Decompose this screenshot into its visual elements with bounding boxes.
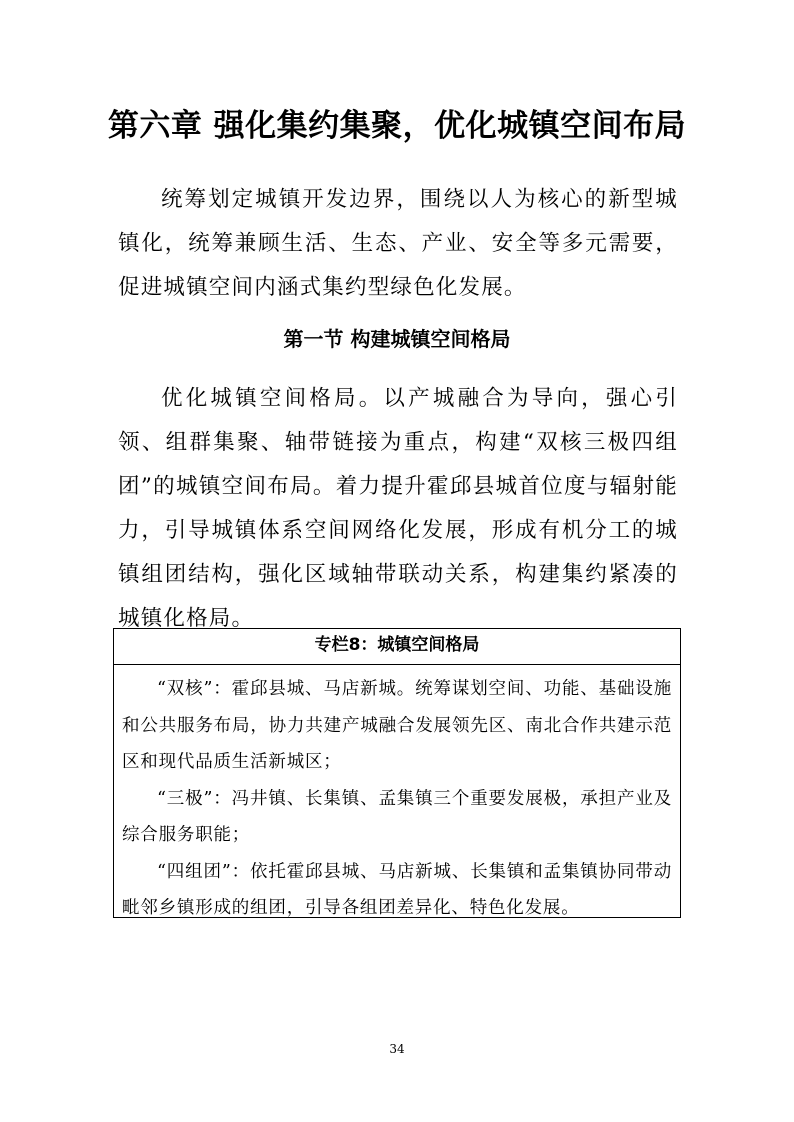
feature-box-item-four-clusters: “四组团”：依托霍邱县城、马店新城、长集镇和孟集镇协同带动毗邻乡镇形成的组团，引导各组团差异化、特色化发展。	[122, 861, 672, 918]
feature-box	[113, 628, 681, 918]
feature-box-body	[114, 665, 680, 927]
chapter-title: 第六章 强化集约集聚，优化城镇空间布局	[107, 108, 687, 144]
chapter-intro-paragraph: 统筹划定城镇开发边界，围绕以人为核心的新型城镇化，统筹兼顾生活、生态、产业、安全等多元需要，促进城镇空间内涵式集约型绿色化发展。	[118, 187, 678, 300]
section-title: 第一节 构建城镇空间格局	[283, 327, 511, 351]
section-paragraph: 优化城镇空间格局。以产城融合为导向，强心引领、组群集聚、轴带链接为重点，构建“双核三极四组团”的城镇空间布局。着力提升霍邱县城首位度与辐射能力，引导城镇体系空间网络化发展，形成有机分工的城镇组团结构，强化区域轴带联动关系，构建集约紧凑的城镇化格局。	[118, 386, 678, 631]
feature-box-title: 专栏8：城镇空间格局	[114, 629, 680, 665]
page-number: 34	[389, 1042, 405, 1056]
feature-box-item-three-poles: “三极”：冯井镇、长集镇、孟集镇三个重要发展极，承担产业及综合服务职能；	[122, 788, 672, 845]
feature-box-item-dual-core: “双核”：霍邱县城、马店新城。统筹谋划空间、功能、基础设施和公共服务布局，协力共建产城融合发展领先区、南北合作共建示范区和现代品质生活新城区；	[122, 679, 672, 772]
